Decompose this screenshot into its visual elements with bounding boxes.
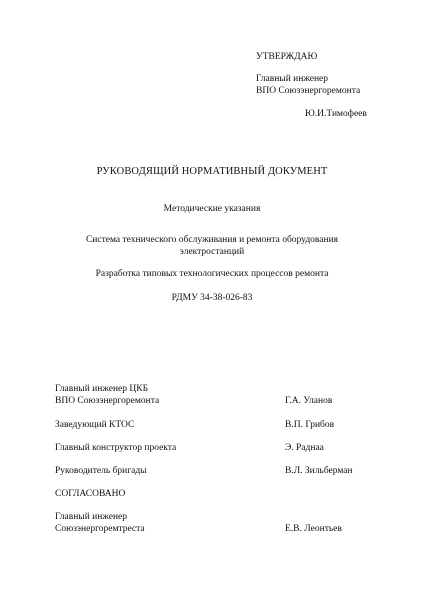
document-subtype: Методические указания (163, 204, 261, 214)
system-title-line-2: электростанций (179, 247, 245, 257)
agreement-role-line: Главный инженер (55, 512, 128, 522)
document-code: РДМУ 34-38-026-83 (171, 293, 253, 303)
signature-role-line: ВПО Союзэнергоремонта (55, 396, 160, 406)
signature-name: Г.А. Уланов (285, 396, 333, 406)
approval-signatory: Ю.И.Тимофеев (305, 109, 367, 119)
signature-role-line: Главный инженер ЦКБ (55, 384, 149, 394)
signature-name: В.П. Грибов (285, 420, 335, 430)
signature-role-line: Руководитель бригады (55, 466, 147, 476)
agreement-role-line: Союзэнергоремтреста (55, 524, 145, 534)
signature-role-line: Заведующий КТОС (55, 420, 135, 430)
signature-name: В.Л. Зильберман (285, 466, 353, 476)
agreement-heading: СОГЛАСОВАНО (55, 489, 126, 499)
document-subject: Разработка типовых технологических процессов ремонта (95, 269, 329, 279)
signature-role-line: Главный конструктор проекта (55, 443, 177, 453)
approval-position-line-1: Главный инженер (256, 74, 329, 84)
approval-position-line-2: ВПО Союзэнергоремонта (256, 86, 361, 96)
document-type: РУКОВОДЯЩИЙ НОРМАТИВНЫЙ ДОКУМЕНТ (96, 166, 328, 177)
approval-heading: УТВЕРЖДАЮ (256, 52, 318, 62)
system-title-line-1: Система технического обслуживания и ремонта оборудования (85, 235, 339, 245)
agreement-name: Е.В. Леонтьев (285, 524, 342, 534)
signature-name: Э. Раднаа (285, 443, 324, 453)
